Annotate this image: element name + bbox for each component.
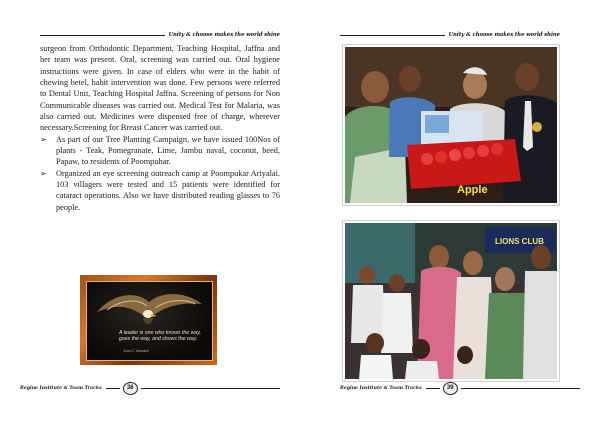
page-number: 39 — [443, 382, 458, 395]
left-header — [40, 30, 280, 40]
footer-rule — [141, 388, 280, 389]
list-item — [40, 134, 280, 168]
body-paragraph: surgeon from Orthodontic Department, Teaching Hospital, Jaffna and her team was present. Oral, screening was carried out. Oral hygiene instructions were given. In case of elders who were in the habit of chewing betel, habit intervention was done. Few persons were referred to Dental Unit, Teaching Hospital Jaffna. Screening of persons for Non Communicable diseases was carried out. Medical Test for Malaria, was also carried out. Medicines were dispensed free of charge, wherever necessary.Screening for Breast Cancer was carried out. — [40, 44, 280, 133]
footer-rule — [426, 388, 440, 389]
footer-rule — [461, 388, 580, 389]
eagle-image-inner — [86, 281, 213, 361]
header-rule — [340, 35, 445, 36]
photo-fruit-box-presentation — [343, 45, 559, 205]
photo-illustration — [345, 223, 557, 379]
photo-illustration — [345, 47, 557, 203]
page-number: 38 — [123, 382, 138, 395]
header-motto: Unity & choose makes the world shine — [168, 32, 280, 38]
left-footer — [20, 383, 280, 393]
eagle-quote-text: A leader is one who knows the way, goes the way, and shows the way. — [119, 330, 201, 342]
eagle-quote-author: John C. Maxwell — [123, 349, 149, 353]
left-body-text — [40, 43, 280, 213]
right-footer — [340, 383, 580, 393]
right-header — [340, 30, 560, 40]
bullet-list — [40, 134, 280, 213]
eagle-quote-image — [80, 275, 217, 365]
arrow-bullet-icon: ➢ — [40, 168, 47, 178]
bullet-text: Organized an eye screening outreach camp at Poompukar Ariyalai. 103 villagers were tested and 15 patients were identified for cataract operations. Also we have distributed reading glasses to 76 people. — [56, 168, 280, 212]
eagle-icon — [87, 282, 210, 358]
header-motto: Unity & choose makes the world shine — [448, 32, 560, 38]
list-item — [40, 168, 280, 213]
header-rule — [40, 35, 165, 36]
footer-org: Regine Institute & Team Tracks — [340, 385, 422, 391]
apple-box-label: Apple — [457, 184, 488, 196]
lions-club-banner: LIONS CLUB — [495, 237, 544, 246]
bullet-text: As part of our Tree Planting Campaign, we have issued 100Nos of plants - Teak, Pomegranate, Lime, Jambu naval, coconut, beed, Papaw, to residents of Poompuhar. — [56, 134, 280, 167]
arrow-bullet-icon: ➢ — [40, 134, 47, 144]
photo-lions-club-event — [343, 221, 559, 381]
footer-org: Regine Institute & Team Tracks — [20, 385, 102, 391]
footer-rule — [106, 388, 120, 389]
right-page — [300, 0, 600, 425]
